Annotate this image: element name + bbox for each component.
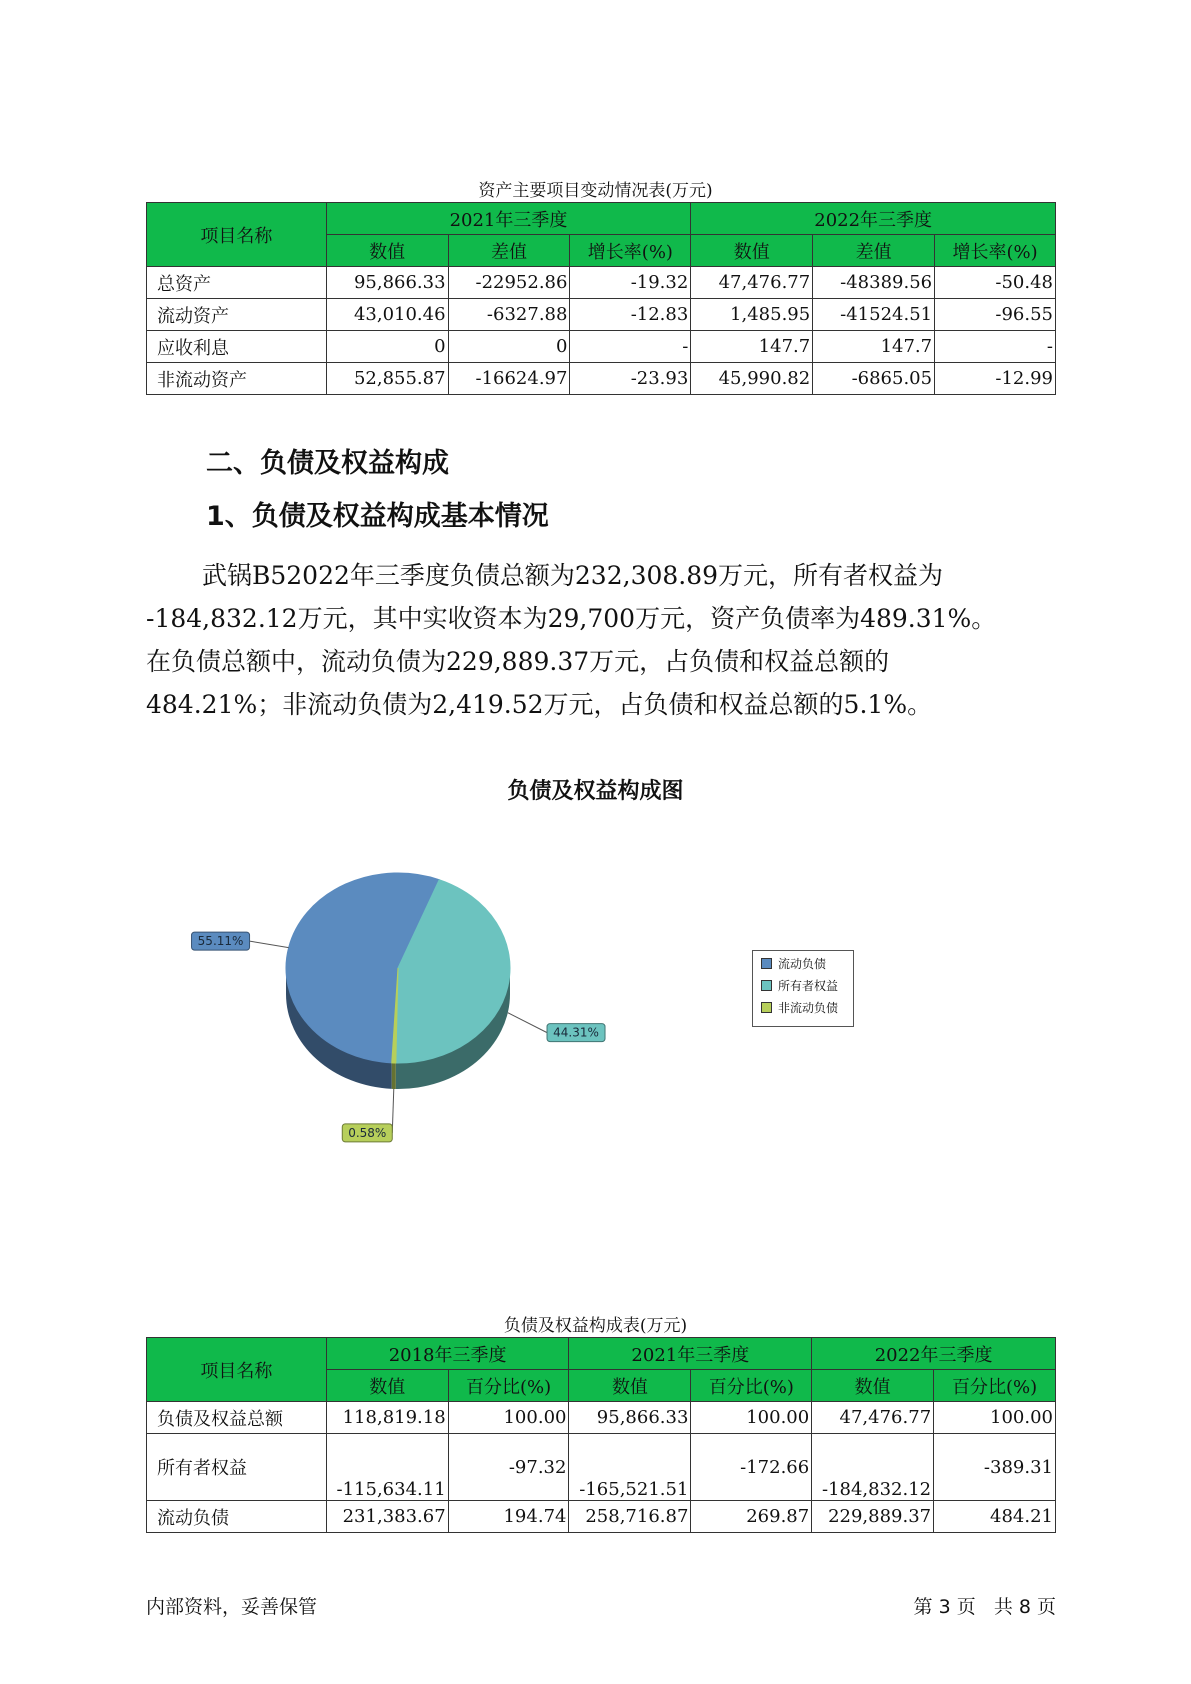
cell: -389.31	[934, 1434, 1056, 1501]
table-row	[147, 363, 1056, 395]
section-subheading: 1、负债及权益构成基本情况	[206, 501, 549, 532]
legend-label: 非流动负债	[778, 1001, 839, 1015]
cell: 52,855.87	[326, 363, 448, 395]
cell: 0	[326, 331, 448, 363]
cell: 258,716.87	[569, 1501, 691, 1533]
cell: 95,866.33	[569, 1402, 691, 1434]
paragraph-line: 484.21%；非流动负债为2,419.52万元，占负债和权益总额的5.1%。	[146, 690, 933, 719]
cell: -6327.88	[448, 299, 570, 331]
cell: 231,383.67	[326, 1501, 448, 1533]
cell: -172.66	[691, 1434, 812, 1501]
cell: -48389.56	[813, 267, 935, 299]
label-leader-line	[250, 941, 289, 947]
cell: 43,010.46	[326, 299, 448, 331]
cell: -	[570, 331, 691, 363]
table-row	[147, 331, 1056, 363]
row-label: 所有者权益	[147, 1434, 327, 1501]
cell: -165,521.51	[569, 1434, 691, 1501]
liability-equity-table	[146, 1337, 1056, 1533]
header-period-a: 2021年三季度	[326, 203, 691, 235]
row-label: 非流动资产	[147, 363, 327, 395]
cell: 229,889.37	[812, 1501, 934, 1533]
cell: 147.7	[691, 331, 813, 363]
cell: 100.00	[934, 1402, 1056, 1434]
paragraph-line: 武锅B52022年三季度负债总额为232,308.89万元，所有者权益为	[202, 561, 944, 590]
subheader: 数值	[812, 1370, 934, 1402]
cell: 45,990.82	[691, 363, 813, 395]
subheader: 增长率(%)	[935, 235, 1056, 267]
cell: -	[935, 331, 1056, 363]
subheader: 百分比(%)	[691, 1370, 812, 1402]
cell: 194.74	[448, 1501, 569, 1533]
cell: 0	[448, 331, 570, 363]
legend-item	[753, 998, 853, 1017]
summary-paragraph	[146, 554, 1056, 726]
section-heading: 二、负债及权益构成	[206, 448, 449, 479]
cell: 147.7	[813, 331, 935, 363]
table1-caption: 资产主要项目变动情况表(万元)	[478, 181, 713, 201]
data-label: 44.31%	[553, 1025, 599, 1040]
label-leader-line	[508, 1013, 547, 1033]
header-item: 项目名称	[147, 1338, 327, 1402]
cell: -22952.86	[448, 267, 570, 299]
subheader: 数值	[569, 1370, 691, 1402]
table-row	[147, 1402, 1056, 1434]
subheader: 数值	[326, 235, 448, 267]
cell: 484.21	[934, 1501, 1056, 1533]
chart-legend	[752, 950, 854, 1027]
table-row	[147, 1501, 1056, 1533]
cell: -23.93	[570, 363, 691, 395]
cell: 1,485.95	[691, 299, 813, 331]
paragraph-line: 在负债总额中，流动负债为229,889.37万元，占负债和权益总额的	[146, 647, 890, 676]
subheader: 增长率(%)	[570, 235, 691, 267]
row-label: 总资产	[147, 267, 327, 299]
pie-chart	[197, 850, 660, 1140]
header-period: 2021年三季度	[569, 1338, 812, 1370]
chart-title: 负债及权益构成图	[507, 779, 684, 804]
subheader: 百分比(%)	[448, 1370, 569, 1402]
row-label: 流动资产	[147, 299, 327, 331]
cell: 269.87	[691, 1501, 812, 1533]
data-label: 55.11%	[197, 934, 244, 949]
pie-slice-side	[392, 1063, 396, 1089]
cell: -6865.05	[813, 363, 935, 395]
cell: -96.55	[935, 299, 1056, 331]
table-row	[147, 299, 1056, 331]
cell: 47,476.77	[812, 1402, 934, 1434]
cell: 100.00	[691, 1402, 812, 1434]
row-label: 流动负债	[147, 1501, 327, 1533]
cell: -41524.51	[813, 299, 935, 331]
subheader: 百分比(%)	[934, 1370, 1056, 1402]
legend-swatch	[761, 958, 772, 969]
header-period-b: 2022年三季度	[691, 203, 1056, 235]
cell: -12.83	[570, 299, 691, 331]
table-row	[147, 267, 1056, 299]
footer-note: 内部资料，妥善保管	[146, 1596, 318, 1618]
cell: -115,634.11	[326, 1434, 448, 1501]
legend-label: 流动负债	[778, 957, 827, 971]
cell: -50.48	[935, 267, 1056, 299]
cell: -12.99	[935, 363, 1056, 395]
header-item: 项目名称	[147, 203, 327, 267]
legend-swatch	[761, 1002, 772, 1013]
cell: -16624.97	[448, 363, 570, 395]
subheader: 差值	[448, 235, 570, 267]
subheader: 差值	[813, 235, 935, 267]
cell: 118,819.18	[326, 1402, 448, 1434]
row-label: 应收利息	[147, 331, 327, 363]
legend-item	[753, 976, 853, 995]
header-period: 2018年三季度	[326, 1338, 569, 1370]
cell: -97.32	[448, 1434, 569, 1501]
legend-label: 所有者权益	[778, 979, 839, 993]
subheader: 数值	[326, 1370, 448, 1402]
header-period: 2022年三季度	[812, 1338, 1056, 1370]
row-label: 负债及权益总额	[147, 1402, 327, 1434]
data-label: 0.58%	[348, 1125, 387, 1140]
legend-swatch	[761, 980, 772, 991]
table2-caption: 负债及权益构成表(万元)	[503, 1316, 688, 1336]
page-number: 第 3 页 共 8 页	[913, 1596, 1056, 1618]
subheader: 数值	[691, 235, 813, 267]
cell: -19.32	[570, 267, 691, 299]
legend-item	[753, 954, 853, 973]
paragraph-line: -184,832.12万元，其中实收资本为29,700万元，资产负债率为489.31%。	[146, 604, 997, 633]
cell: -184,832.12	[812, 1434, 934, 1501]
cell: 95,866.33	[326, 267, 448, 299]
table-row	[147, 1434, 1056, 1501]
asset-change-table	[146, 202, 1056, 395]
cell: 47,476.77	[691, 267, 813, 299]
cell: 100.00	[448, 1402, 569, 1434]
